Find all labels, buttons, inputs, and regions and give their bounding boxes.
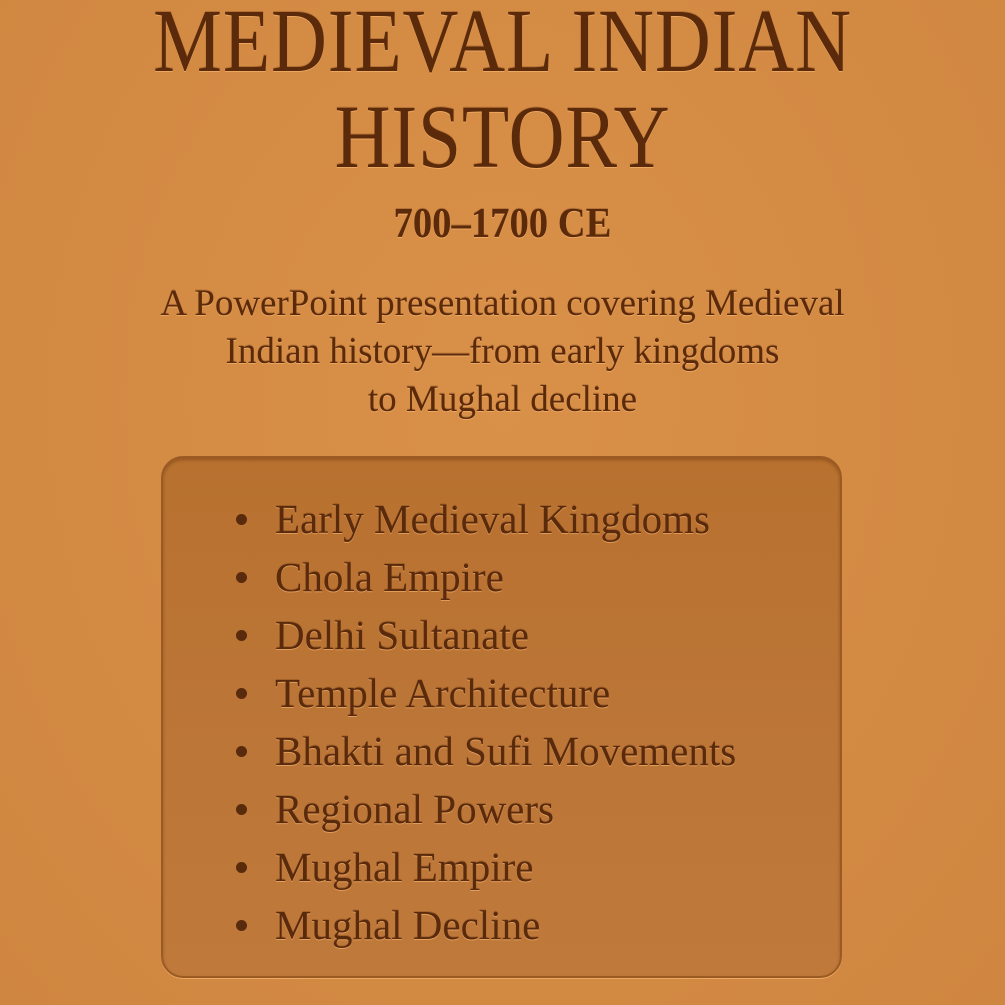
topic-label: Delhi Sultanate: [275, 612, 529, 658]
bullet-icon: [236, 920, 247, 931]
topic-item: [232, 838, 736, 896]
bullet-icon: [236, 514, 247, 525]
bullet-icon: [236, 688, 247, 699]
topic-label: Bhakti and Sufi Movements: [275, 728, 737, 774]
bullet-icon: [236, 862, 247, 873]
bullet-icon: [236, 804, 247, 815]
topic-item: [232, 664, 736, 722]
topic-label: Mughal Decline: [275, 902, 541, 948]
subtitle-line-2: Indian history—from early kingdoms: [225, 331, 780, 372]
topic-item: [232, 490, 736, 548]
subtitle: [60, 280, 945, 424]
title-line-1: MEDIEVAL INDIAN: [153, 0, 852, 91]
topic-item: [232, 548, 736, 606]
title-line-2: HISTORY: [334, 88, 671, 187]
subtitle-line-1: A PowerPoint presentation covering Medieval: [160, 283, 845, 324]
topic-item: [232, 606, 736, 664]
slide-title: [70, 0, 934, 186]
topic-label: Early Medieval Kingdoms: [275, 496, 710, 542]
bullet-icon: [236, 746, 247, 757]
topic-label: Mughal Empire: [275, 844, 534, 890]
topic-item: [232, 896, 736, 954]
bullet-icon: [236, 630, 247, 641]
topic-label: Temple Architecture: [275, 670, 611, 716]
topics-list: [232, 490, 736, 954]
date-range: 700–1700 CE: [393, 201, 612, 247]
bullet-icon: [236, 572, 247, 583]
topic-item: [232, 722, 736, 780]
topic-label: Regional Powers: [275, 786, 554, 832]
topic-label: Chola Empire: [275, 554, 504, 600]
topic-item: [232, 780, 736, 838]
subtitle-line-3: to Mughal decline: [367, 379, 638, 420]
